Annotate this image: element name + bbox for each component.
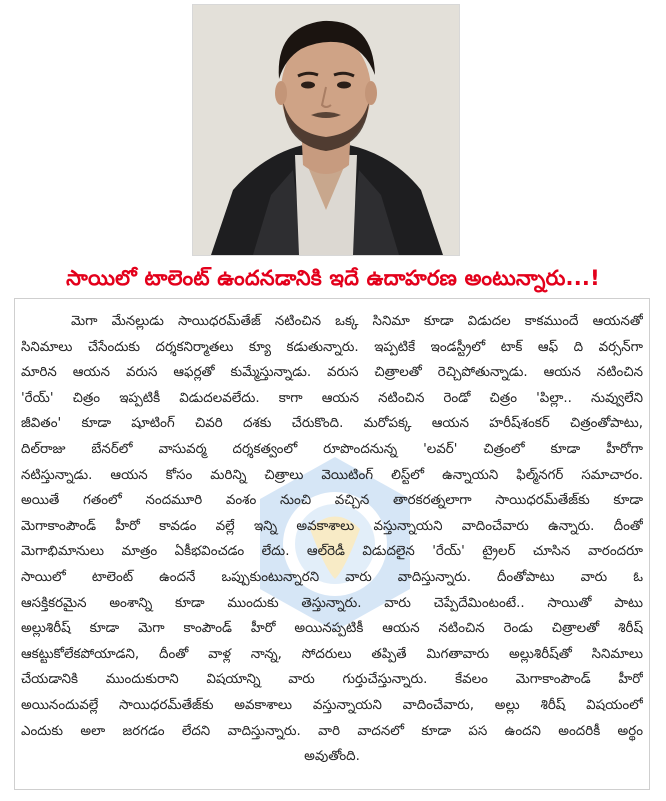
article-line: సినిమాలు చేసేందుకు దర్శకనిర్మాతలు క్యూ కడుతున్నారు. ఇప్పటికే ఇండస్ట్రీలో టాక్ ఆఫ్ ది వర్సన్‌గా <box>21 339 643 355</box>
article-line: చేయడానికి ముందుకురాని విషయాన్ని వారు గుర్తుచేస్తున్నారు. కేవలం మెగాకాంపౌండ్ హీరో <box>21 672 643 688</box>
article-line: మెగా మేనల్లుడు సాయిధరమ్‌తేజ్ నటించిన ఒక్క సినిమా కూడా విడుదల కాకముందే ఆయనతో <box>71 314 643 329</box>
article-line: ఆకట్టుకోలేకపోయాడని, దీంతో వాళ్ల నాన్న, సోదరులు తప్పితే మిగతావారు అల్లుశిరీష్‌తో సినిమాలు <box>21 646 643 662</box>
article-text <box>15 299 649 770</box>
article-line: అవుతోంది. <box>304 749 360 765</box>
article-line: అల్లుశిరీష్ కూడా మెగా కాంపౌండ్ హీరో అయినప్పటికీ ఆయన నటించిన రెండు చిత్రాలతో శిరీష్ <box>21 621 643 637</box>
article-line: ఎందుకు అలా జరగడం లేదని వాదిస్తున్నారు. వారి వాదనలో కూడా పస ఉందని అందరికీ అర్థం <box>21 723 643 739</box>
article-photo <box>192 4 460 256</box>
article-line: మెగాకాంపౌండ్ హీరో కావడం వల్లే ఇన్ని అవకాశాలు వస్తున్నాయని వాదించేవారు ఉన్నారు. దీంతో <box>21 518 643 534</box>
article-line: జీవితం' కూడా షూటింగ్ చివరి దశకు చేరుకొంది. మరోపక్క ఆయన హరీష్‌శంకర్ చిత్రంతోపాటు, <box>21 416 643 432</box>
article-line: 'రేయ్' చిత్రం ఇప్పటికీ విడుదలవలేదు. కాగా ఆయన నటించిన రెండో చిత్రం 'పిల్లా.. నువ్వులేని <box>21 390 643 406</box>
article-line: నటిస్తున్నాడు. ఆయన కోసం మరిన్ని చిత్రాలు వెయిటింగ్ లిస్ట్‌లో ఉన్నాయని ఫిల్మ్‌నగర్ సమాచారం. <box>21 467 643 483</box>
article-line: సాయిలో టాలెంట్ ఉందనే ఒప్పుకుంటున్నారని వారు వాదిస్తున్నారు. దీంతోపాటు వారు ఓ <box>21 569 643 585</box>
article-line: అయినందువల్లే సాయిధరమ్‌తేజ్‌కు అవకాశాలు వస్తున్నాయని వాదించేవారు, అల్లు శిరీష్ విషయంలో <box>21 697 643 713</box>
article-headline: సాయిలో టాలెంట్ ఉందనడానికి ఇదే ఉదాహరణ అంటున్నారు...! <box>66 266 600 290</box>
article-body-box <box>14 298 650 790</box>
article-line: మారిన ఆయన వరుస ఆఫర్లతో కుమ్మేస్తున్నాడు. వరుస చిత్రాలతో రెచ్చిపోతున్నాడు. ఆయన నటించిన <box>21 365 643 381</box>
article-line: మెగాభిమానులు మాత్రం ఏకీభవించడం లేదు. ఆల్‌రెడీ విడుదలైన 'రేయ్' ట్రైలర్ చూసిన వారందరూ <box>21 544 643 560</box>
article-line: ఆసక్తికరమైన అంశాన్ని కూడా ముందుకు తెస్తున్నారు. వారు చెప్పేదేమింటంటే.. సాయితో పాటు <box>21 595 643 611</box>
article-line: దిల్‌రాజు బేనర్‌లో వాసువర్మ దర్శకత్వంలో రూపొందనున్న 'లవర్' చిత్రంలో కూడా హీరోగా <box>21 441 643 457</box>
portrait-image <box>193 5 459 255</box>
article-line: అయితే గతంలో నందమూరి వంశం నుంచి వచ్చిన తారకరత్నలాగా సాయిధరమ్‌తేజ్‌కు కూడా <box>21 493 643 509</box>
